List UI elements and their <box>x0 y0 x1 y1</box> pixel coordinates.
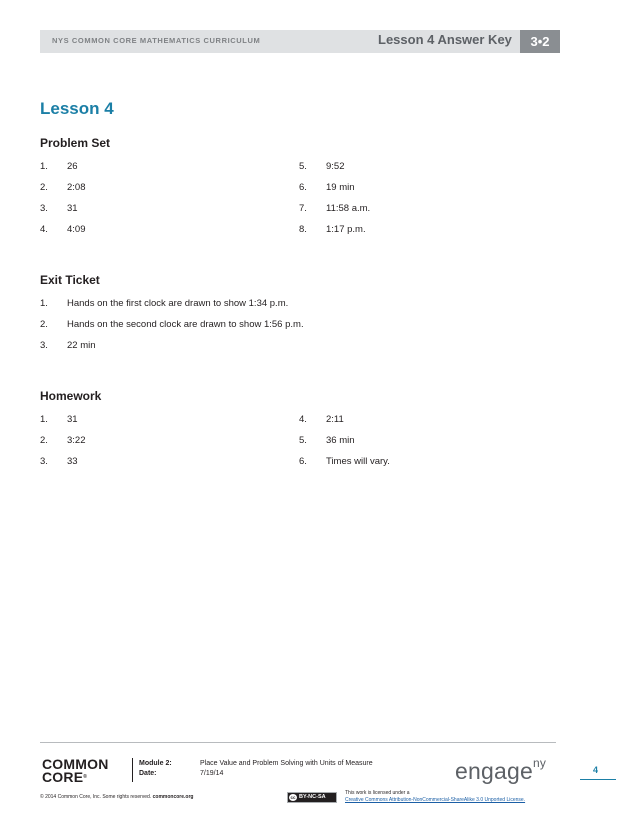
item-number: 3. <box>40 456 48 467</box>
item-answer: Hands on the second clock are drawn to show 1:56 p.m. <box>67 319 304 330</box>
item-answer: 26 <box>67 161 78 172</box>
curriculum-title: NYS COMMON CORE MATHEMATICS CURRICULUM <box>52 36 261 45</box>
lesson-title: Lesson 4 <box>40 99 114 118</box>
item-number: 4. <box>40 224 48 235</box>
answer-key-title: Lesson 4 Answer Key <box>378 32 512 47</box>
date-value: 7/19/14 <box>200 770 224 777</box>
item-number: 6. <box>299 456 307 467</box>
common-core-logo <box>42 758 109 784</box>
page-number: 4 <box>593 765 599 775</box>
exit-ticket-heading: Exit Ticket <box>40 273 100 287</box>
footer-divider <box>40 742 556 743</box>
item-answer: 11:58 a.m. <box>326 203 371 214</box>
module-label: Module 2: <box>139 760 172 767</box>
item-number: 6. <box>299 182 307 193</box>
item-number: 3. <box>40 340 48 351</box>
item-number: 8. <box>299 224 307 235</box>
item-answer: 3:22 <box>67 435 86 446</box>
engage-text: engage <box>455 758 533 784</box>
item-number: 3. <box>40 203 48 214</box>
page-number-underline <box>580 779 616 780</box>
item-answer: Hands on the first clock are drawn to show 1:34 p.m. <box>67 298 289 309</box>
item-number: 1. <box>40 298 48 309</box>
license-text: This work is licensed under a <box>345 790 410 796</box>
license-link[interactable]: Creative Commons Attribution-NonCommercial-ShareAlike 3.0 Unported License. <box>345 797 526 803</box>
logo-line-common: COMMON <box>42 756 109 772</box>
item-number: 2. <box>40 319 48 330</box>
cc-icon: cc <box>290 795 296 800</box>
item-answer: 33 <box>67 456 78 467</box>
engage-ny-text: ny <box>532 756 547 770</box>
item-answer: 22 min <box>67 340 96 351</box>
homework-heading: Homework <box>40 389 102 403</box>
copyright-notice <box>40 794 193 800</box>
grade-module-badge: 3•2 <box>520 30 560 53</box>
copyright-text: © 2014 Common Core, Inc. Some rights reserved. <box>40 794 153 800</box>
item-number: 1. <box>40 161 48 172</box>
item-answer: 2:08 <box>67 182 86 193</box>
item-answer: 19 min <box>326 182 355 193</box>
cc-license-badge[interactable] <box>287 792 337 803</box>
item-answer: 4:09 <box>67 224 86 235</box>
item-number: 5. <box>299 435 307 446</box>
item-number: 1. <box>40 414 48 425</box>
item-answer: 31 <box>67 414 78 425</box>
item-number: 5. <box>299 161 307 172</box>
item-answer: 31 <box>67 203 78 214</box>
engageny-logo <box>455 758 546 785</box>
item-answer: 36 min <box>326 435 355 446</box>
item-answer: 2:11 <box>326 414 344 425</box>
footer-vertical-divider <box>132 758 133 782</box>
item-answer: 1:17 p.m. <box>326 224 366 235</box>
item-answer: 9:52 <box>326 161 345 172</box>
item-number: 2. <box>40 435 48 446</box>
logo-line-core: CORE <box>42 769 84 785</box>
item-number: 4. <box>299 414 307 425</box>
item-answer: Times will vary. <box>326 456 390 467</box>
problem-set-heading: Problem Set <box>40 136 111 150</box>
logo-registered-mark: ® <box>83 774 88 780</box>
date-label: Date: <box>139 770 157 777</box>
module-value: Place Value and Problem Solving with Units of Measure <box>200 760 373 767</box>
cc-badge-text: BY-NC-SA <box>299 794 326 800</box>
copyright-site-link[interactable]: commoncore.org <box>152 794 194 800</box>
item-number: 2. <box>40 182 48 193</box>
item-number: 7. <box>299 203 307 214</box>
